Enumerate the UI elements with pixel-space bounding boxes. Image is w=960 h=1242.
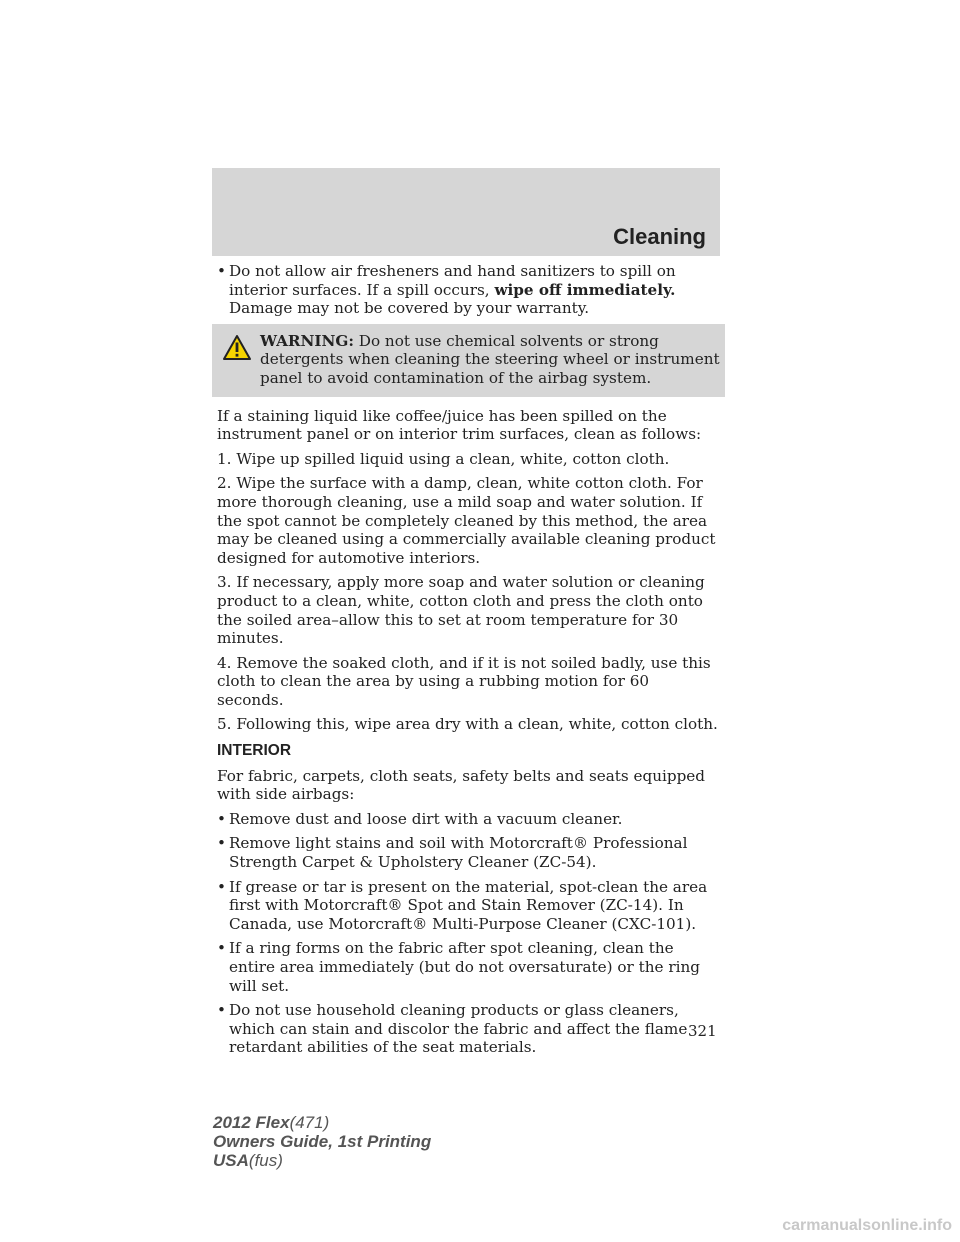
intro-bullet	[217, 262, 720, 318]
section-header	[212, 168, 720, 256]
footer-model: 2012 Flex	[213, 1113, 290, 1132]
section-title: Cleaning	[613, 224, 706, 249]
intro-bullet-text-end: Damage may not be covered by your warranty.	[229, 299, 590, 318]
list-item: • Remove dust and loose dirt with a vacuum cleaner.	[217, 809, 623, 828]
interior-heading: INTERIOR	[217, 742, 292, 760]
list-item: • Remove light stains and soil with Motorcraft® Professional Strength Carpet & Upholstery Cleaner (ZC-54).	[217, 834, 688, 872]
warning-box	[212, 324, 725, 397]
page-number: 321	[688, 1022, 717, 1040]
bullet-dot: •	[217, 834, 226, 853]
footer-market: USA	[213, 1151, 249, 1170]
list-item: • Do not use household cleaning products or glass cleaners, which can stain and discolor the fabric and affect the flame retardant abilities of the seat materials.	[217, 1001, 688, 1057]
bullet-dot: •	[217, 877, 226, 896]
step-1: 1. Wipe up spilled liquid using a clean, white, cotton cloth.	[217, 449, 670, 468]
intro-bullet-emphasis: wipe off immediately.	[494, 280, 676, 299]
warning-text: Do not use chemical solvents or strong detergents when cleaning the steering wheel or instrument panel to avoid contamination of the airbag system.	[260, 331, 720, 387]
step-2: 2. Wipe the surface with a damp, clean, white cotton cloth. For more thorough cleaning, use a mild soap and water solution. If the spot cannot be completely cleaned by this method, the area may be cleaned using a commercially available cleaning product designed for automotive interiors.	[217, 474, 716, 567]
step-3: 3. If necessary, apply more soap and water solution or cleaning product to a clean, white, cotton cloth and press the cloth onto the soiled area–allow this to set at room temperature for 30 minutes.	[217, 573, 705, 648]
watermark: carmanualsonline.info	[782, 1217, 952, 1234]
step-4: 4. Remove the soaked cloth, and if it is not soiled badly, use this cloth to clean the area by using a rubbing motion for 60 seconds.	[217, 653, 711, 709]
warning-triangle-icon	[222, 334, 252, 361]
bullet-dot: •	[217, 939, 226, 958]
bullet-dot: •	[217, 262, 226, 280]
footer-edition: Owners Guide, 1st Printing	[213, 1132, 432, 1151]
bullet-dot: •	[217, 809, 226, 828]
footer-market-code: (fus)	[248, 1151, 283, 1170]
list-item: • If a ring forms on the fabric after spot cleaning, clean the entire area immediately (but do not oversaturate) or the ring will set.	[217, 939, 700, 995]
paragraph: If a staining liquid like coffee/juice has been spilled on the instrument panel or on interior trim surfaces, clean as follows:	[217, 406, 702, 444]
print-footer	[213, 1113, 431, 1170]
bullet-dot: •	[217, 1001, 226, 1020]
list-item: • If grease or tar is present on the material, spot-clean the area first with Motorcraft® Spot and Stain Remover (ZC-14). In Canada, use Motorcraft® Multi-Purpose Cleaner (CXC-101).	[217, 877, 708, 933]
page-content	[217, 262, 720, 1063]
footer-model-code: (471)	[289, 1113, 330, 1132]
warning-label: WARNING:	[260, 331, 354, 350]
interior-intro: For fabric, carpets, cloth seats, safety belts and seats equipped with side airbags:	[217, 766, 706, 804]
intro-bullet-text: Do not allow air fresheners and hand sanitizers to spill on interior surfaces. If a spill occurs,	[229, 262, 676, 299]
step-5: 5. Following this, wipe area dry with a clean, white, cotton cloth.	[217, 715, 718, 734]
